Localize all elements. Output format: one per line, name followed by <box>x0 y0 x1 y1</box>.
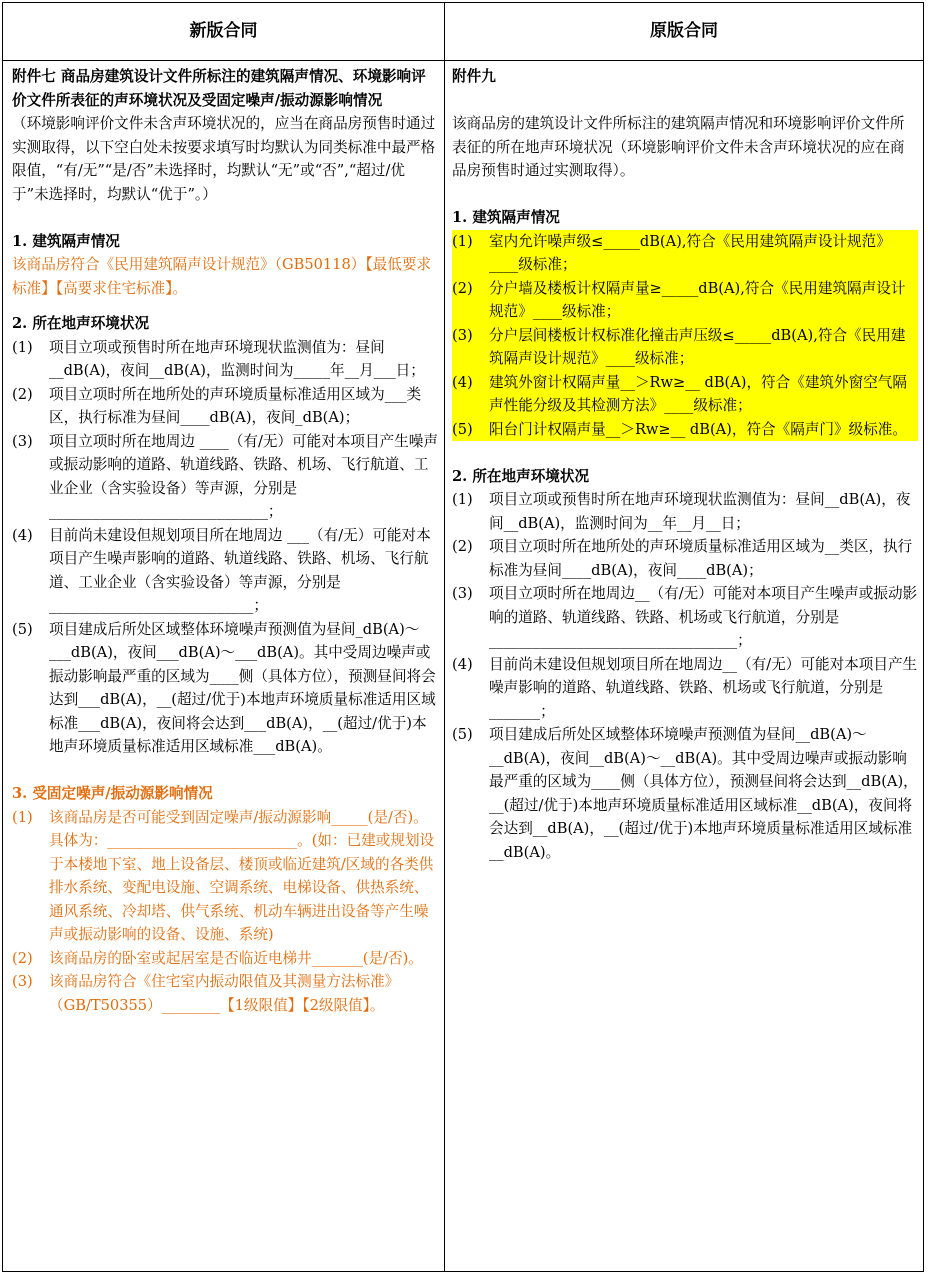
list-item <box>452 653 918 724</box>
list-item-number: (4) <box>452 655 473 673</box>
list-item-text: 项目建成后所处区域整体环境噪声预测值为昼间_dB(A)～___dB(A)，夜间___dB(A)～___dB(A)。其中受周边噪声或振动影响最严重的区域为____侧（具体方位），预测昼间将会达到___dB(A)，__(超过/优于)本地声环境质量标准适用区域标准___dB(A)，夜间将会达到___dB(A)，__(超过/优于)本地声环境质量标准适用区域标准___dB(A)。 <box>49 620 436 755</box>
list-item-text: 目前尚未建设但规划项目所在地周边 ___（有/无）可能对本项目产生噪声影响的道路、轨道线路、铁路、机场、飞行航道、工业企业（含实验设备）等声源，分别是 ____________________________； <box>49 526 431 614</box>
old-contract-column <box>452 61 918 864</box>
list-item <box>452 371 918 418</box>
comparison-table <box>2 2 924 1272</box>
list-item-number: (5) <box>452 420 473 438</box>
list-item-number: (1) <box>452 491 473 508</box>
list-item-text: 室内允许噪声级≤_____dB(A),符合《民用建筑隔声设计规范》____级标准； <box>489 232 891 273</box>
list-item <box>452 723 918 864</box>
list-item-number: (2) <box>452 538 473 555</box>
list-item-text: 建筑外窗计权隔声量__＞Rw≥__ dB(A)，符合《建筑外窗空气隔声性能分级及其检测方法》____级标准； <box>489 373 907 414</box>
list-item-text: 目前尚未建设但规划项目所在地周边__（有/无）可能对本项目产生噪声影响的道路、轨道线路、铁路、机场或飞行航道，分别是_______； <box>489 655 918 720</box>
list-item-number: (1) <box>452 232 473 250</box>
list-item-number: (2) <box>452 279 473 297</box>
right-intro: 该商品房的建筑设计文件所标注的建筑隔声情况和环境影响评价文件所表征的所在地声环境状况（环境影响评价文件未含声环境状况的应在商品房预售时通过实测取得）。 <box>452 115 905 179</box>
list-item-text: 分户层间楼板计权标准化撞击声压级≤_____dB(A),符合《民用建筑隔声设计规范》____级标准； <box>489 326 906 367</box>
list-item-text: 项目立项时所在地周边 ____（有/无）可能对本项目产生噪声或振动影响的道路、轨道线路、铁路、机场、飞行航道、工业企业（含实验设备）等声源，分别是 ______________________________； <box>49 432 438 520</box>
right-annex-title: 附件九 <box>452 68 496 85</box>
list-item <box>12 806 438 947</box>
left-annex-title: 附件七 商品房建筑设计文件所标注的建筑隔声情况、环境影响评价文件所表征的声环境状况及受固定噪声/振动源影响情况 <box>12 68 426 109</box>
list-item-text: 项目立项或预售时所在地声环境现状监测值为：昼间__dB(A)，夜间__dB(A)，监测时间为__年__月__日； <box>489 491 911 532</box>
list-item-number: (3) <box>452 585 473 602</box>
list-item-number: (3) <box>12 432 33 450</box>
list-item <box>12 618 438 759</box>
column-divider <box>444 3 445 1271</box>
list-item-text: 项目立项时所在地所处的声环境质量标准适用区域为__类区，执行标准为昼间____dB(A)，夜间____dB(A)； <box>489 538 913 579</box>
list-item-number: (1) <box>12 338 33 356</box>
left-section-3-title: 3. 受固定噪声/振动源影响情况 <box>12 785 213 802</box>
list-item <box>452 418 918 442</box>
list-item-number: (1) <box>12 808 33 826</box>
list-item <box>12 430 438 524</box>
list-item-number: (3) <box>12 973 33 990</box>
left-section-2-title: 2. 所在地声环境状况 <box>12 315 150 332</box>
list-item <box>12 336 438 383</box>
header-new-contract: 新版合同 <box>189 21 258 41</box>
list-item <box>452 582 918 653</box>
list-item-text: 项目建成后所处区域整体环境噪声预测值为昼间__dB(A)～__dB(A)，夜间__dB(A)～__dB(A)。其中受周边噪声或振动影响最严重的区域为____侧（具体方位），预测昼间将会达到__dB(A)，__(超过/优于)本地声环境质量标准适用区域标准__dB(A)，夜间将会达到__dB(A)，__(超过/优于)本地声环境质量标准适用区域标准__dB(A)。 <box>489 726 918 861</box>
list-item-text: 项目立项时所在地周边__（有/无）可能对本项目产生噪声或振动影响的道路、轨道线路、铁路、机场或飞行航道，分别是__________________________________； <box>489 585 918 649</box>
list-item-text: 该商品房是否可能受到固定噪声/振动源影响_____(是/否)。具体为：__________________________。(如：已建或规划设于本楼地下室、地上设备层、楼顶或临近建筑/区域的各类供排水系统、变配电设施、空调系统、电梯设备、供热系统、通风系统、冷却塔、供气系统、机动车辆进出设备等产生噪声或振动影响的设备、设施、系统) <box>49 808 435 943</box>
list-item-number: (5) <box>452 726 473 743</box>
list-item-number: (4) <box>12 526 33 544</box>
left-annex-note: （环境影响评价文件未含声环境状况的，应当在商品房预售时通过实测取得，以下空白处未按要求填写时均默认为同类标准中最严格限值，“有/无”“是/否”未选择时，均默认“无”或“否”,“超过/优于”未选择时，均默认“优于”。） <box>12 115 436 203</box>
left-section-1-title: 1. 建筑隔声情况 <box>12 232 120 250</box>
list-item <box>452 324 918 371</box>
table-header-row <box>3 3 923 61</box>
list-item-text: 项目立项或预售时所在地声环境现状监测值为：昼间__dB(A)，夜间__dB(A)，监测时间为_____年__月___日； <box>49 338 425 379</box>
list-item <box>12 970 438 1017</box>
list-item <box>452 230 918 277</box>
list-item <box>12 383 438 430</box>
list-item <box>12 947 438 971</box>
list-item-text: 分户墙及楼板计权隔声量≥_____dB(A),符合《民用建筑隔声设计规范》____级标准； <box>489 279 906 320</box>
list-item-text: 该商品房的卧室或起居室是否临近电梯井_______(是/否)。 <box>49 949 423 967</box>
list-item-number: (2) <box>12 385 33 403</box>
right-section-2-title: 2. 所在地声环境状况 <box>452 467 590 485</box>
list-item <box>452 535 918 582</box>
list-item-number: (3) <box>452 326 473 344</box>
right-section-1-title: 1. 建筑隔声情况 <box>452 209 560 226</box>
list-item-number: (2) <box>12 949 33 967</box>
left-section-1-text: 该商品房符合《民用建筑隔声设计规范》（GB50118）【最低要求标准】【高要求住宅标准】。 <box>12 256 432 297</box>
list-item <box>452 277 918 324</box>
header-old-contract: 原版合同 <box>650 21 718 41</box>
list-item-number: (4) <box>452 373 473 391</box>
list-item-text: 该商品房符合《住宅室内振动限值及其测量方法标准》（GB/T50355）________【1级限值】【2级限值】。 <box>49 973 400 1014</box>
new-contract-column <box>12 61 438 1017</box>
list-item-text: 阳台门计权隔声量__＞Rw≥__ dB(A)，符合《隔声门》级标准。 <box>489 420 907 438</box>
list-item <box>452 488 918 535</box>
list-item <box>12 524 438 618</box>
list-item-text: 项目立项时所在地所处的声环境质量标准适用区域为___类区，执行标准为昼间____dB(A)，夜间_dB(A)； <box>49 385 422 426</box>
list-item-number: (5) <box>12 620 33 638</box>
